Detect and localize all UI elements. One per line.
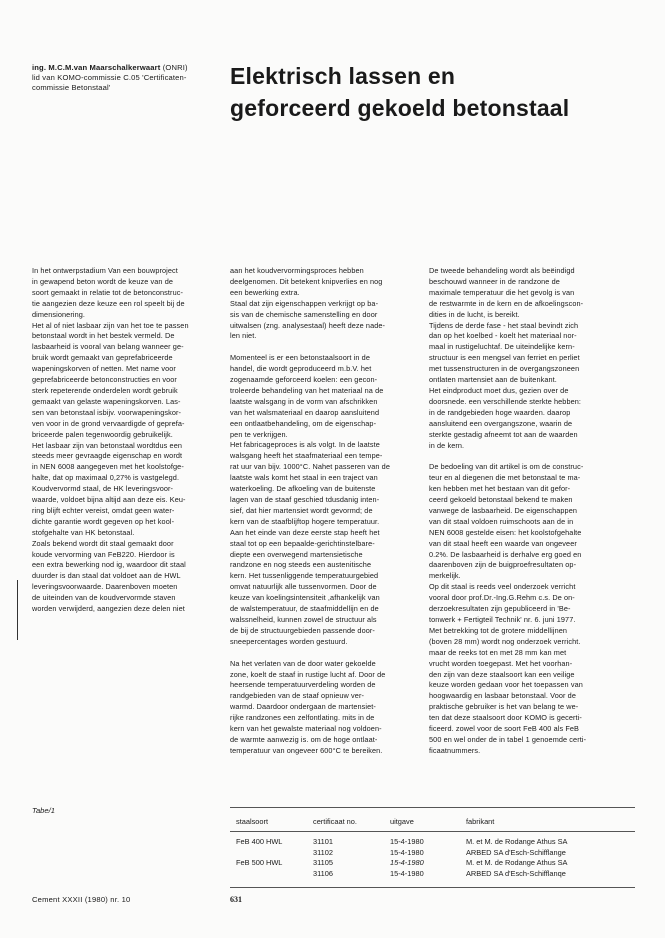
text-line: daarenboven zijn de buigproefresultaten op- [429,560,577,570]
text-line: leveringsvoorwaarde. Daarenboven moeten [32,582,178,592]
text-line: derzoekresultaten zijn gepubliceerd in 'Be- [429,604,571,614]
text-line: hoogwaardig en lasbaar betonstaal. Voor de [429,691,576,701]
author-role-line2: commissie Betonstaal' [32,83,111,92]
text-line: walssnelheid, kunnen zowel de structuur als [230,614,377,624]
text-line: Momenteel is er een betonstaalsoort in de [230,353,370,363]
table-cell: 31102 [313,847,334,857]
text-line: 500 en wel onder de in tabel 1 genoemde certi- [429,734,587,744]
text-line: randgebieden van de staaf opnieuw ver- [230,691,365,701]
text-line: vanwege de lasbaarheid. De eigenschappen [429,505,578,515]
text-line: kern. Het tussenliggende temperatuurgebied [230,571,379,581]
text-line: Koudvervormd staal, de HK leveringsvoor- [32,484,174,494]
text-line: sen van betonstaal isbijv. voorwapeningskor- [32,407,182,417]
text-line: deelgenomen. Dit betekent knipverlies en nog [230,276,383,286]
text-line: een ontlaatbehandeling, om de eigenschap- [230,418,377,428]
text-line: in NEN 6008 aangegeven met het koolstofge- [32,462,184,472]
text-line: bruik wordt gemaakt van geprefabriceerde [32,353,173,363]
text-line: worden verwijderd, aangezien deze delen niet [32,604,185,614]
text-line: aan het koudvervormingsproces hebben [230,266,364,275]
table-cell: 31105 [313,858,334,867]
text-line: den zijn van deze staalsoort kan een veilige [429,669,575,679]
table-cell: ARBED SA d'Esch-Schifflange [466,847,566,857]
text-line: 0.2%. De lasbaarheid is derhalve erg goed en [429,549,582,559]
text-line: Het fabricageproces is als volgt. In de laatste [230,440,380,450]
text-line: Het al of niet lasbaar zijn van het toe te passen [32,320,189,330]
text-line: beschouwd wanneer in de randzone de [429,276,560,286]
title-line2: geforceerd gekoeld betonstaal [230,95,570,121]
text-line: len niet. [230,331,257,341]
text-line: lagen van de staaf geschied tdusdanig inten- [230,495,380,505]
paragraph-gap [230,342,422,353]
text-line: ficeerd. zowel voor de soort FeB 400 als FeB [429,724,580,734]
text-line: ven voor in de grond vervaardigde of geprefa- [32,418,185,428]
text-line: omvat natuurlijk alle tussenvormen. Door de [230,582,377,592]
text-line: koude vervorming van FeB220. Hierdoor is [32,549,175,559]
text-line: laatste walsgang in de vorm van afschrikken [230,396,378,406]
table-cell: 31101 [313,837,334,846]
table-cell: FeB 500 HWL [236,858,283,867]
text-line: halte, dat op maximaal 0,27% is vastgelegd. [32,473,180,483]
table-cell: 31106 [313,868,334,878]
text-column-3 [429,266,625,757]
text-line: handel, die wordt geproduceerd m.b.V. het [230,364,372,374]
text-line: diepte een overwegend martensietische [230,549,363,559]
text-line: geprefabriceerde betonconstructies en voor [32,375,177,385]
page-number: 631 [230,895,242,904]
text-line: dities in de lucht, is bereikt. [429,309,520,319]
text-line: met tussenstructuren in de overgangszoneen [429,364,580,374]
table-cell: M. et M. de Rodange Athus SA [466,858,568,867]
text-line: een extra bewerking nod ig, waardoor dit staal [32,560,186,570]
table-header-certificate-no: certificaat no. [313,817,357,826]
text-line: troleerde behandeling van het materiaal na de [230,385,384,395]
text-line: soort gemaakt in relatie tot de betonconstruc- [32,287,184,297]
text-line: kern van het gewalste materiaal nog voldoen- [230,724,382,734]
text-line: in de randgebieden hoge waarden. daarop [429,407,571,417]
text-line: maximale temperatuur die het gevolg is van [429,287,575,297]
author-block [32,63,217,93]
text-line: keuze van koelingsintensiteit ,afhankelijk van [230,593,380,603]
text-line: in de kern. [429,440,465,450]
text-line: (boven 28 mm) wordt nog onderzoek verricht. [429,636,581,646]
text-line: gemaakt van gelaste wapeningskorven. Las- [32,396,181,406]
text-line: sis van de chemische samenstelling en door [230,309,378,319]
text-line: doorsnede. een verschillende sterkte hebben: [429,396,582,406]
paragraph-gap [429,451,625,462]
table-cell: M. et M. de Rodange Athus SA [466,837,568,846]
text-line: sief, dat hier martensiet wordt gevormd; de [230,505,373,515]
text-line: structuur is een mengsel van ferriet en perliet [429,353,580,363]
text-line: Het lasbaar zijn van betonstaal wordtdus een [32,440,183,450]
text-line: vooral door prof.Dr.-Ing.G.Rehm c.s. De on- [429,593,575,603]
text-line: dan op het koelbed - koelt het materiaal nor- [429,331,577,341]
text-line: zogenaamde geforceerd koelen: een gecon- [230,375,378,385]
text-line: stofgehalte van HK betonstaal. [32,527,135,537]
author-role-line1: lid van KOMO-commissie C.05 'Certificaten- [32,73,187,82]
title-line1: Elektrisch lassen en [230,63,456,89]
text-line: ontlaten martensiet aan de buitenkant. [429,375,557,385]
text-line: sneepercentages worden gestuurd. [230,636,348,646]
text-line: laatste wals komt het staal in een traject van [230,473,378,483]
text-line: de warmte aanwezig is. om de hoge ontlaat- [230,734,378,744]
text-line: betonstaal wordt in het bestek vermeld. De [32,331,175,341]
text-line: sterkte gestadig afneemt tot aan de waarden [429,429,578,439]
table-rule-top [230,807,635,808]
table-cell: ARBED SA d'Esch-Schifflanqe [466,868,566,878]
text-line: dimensionering. [32,309,86,319]
text-line: maar de reeks tot en met 28 mm kan met [429,647,567,657]
text-line: van dit staal heeft een waarde van ongeveer [429,538,577,548]
text-line: Op dit staal is reeds veel onderzoek verricht [429,582,576,592]
text-line: waterkoeling. De afkoeling van de buitenste [230,484,376,494]
paragraph-gap [230,648,422,659]
text-line: Na het verlaten van de door water gekoelde [230,658,376,668]
text-line: De tweede behandeling wordt als beëindigd [429,266,575,275]
text-line: praktische gebruiker is het van belang te we- [429,702,579,712]
article-title [230,60,650,124]
table-rule-header [230,831,635,832]
text-line: briceerde palen tegenwoordig gebruikelijk. [32,429,173,439]
text-line: lasbaarheid is vooral van belang wanneer ge- [32,342,184,352]
text-line: pen te verkrijgen. [230,429,288,439]
table-cell: 15-4-1980 [390,847,424,857]
text-line: de restwarmte in de kern en de afkoelingscon- [429,298,584,308]
text-line: vrucht worden toegepast. Met het voorhan- [429,658,573,668]
text-line: staal tot op een bepaalde-gerichtinstelbare- [230,538,375,548]
text-line: Met betrekking tot de grotere middellijnen [429,625,568,635]
text-line: uitwalsen (zng. analysestaal) heeft deze nade- [230,320,386,330]
text-line: Zoals bekend wordt dit staal gemaakt door [32,538,174,548]
text-line: aansluitend een overgangszone, waarin de [429,418,573,428]
text-line: Aan het einde van deze eerste stap heeft het [230,527,380,537]
text-line: keuze worden gedaan voor het toepassen van [429,680,583,690]
text-line: maal in rustigeluchtaf. De uiteindelijke kern- [429,342,575,352]
text-line: merkelijk. [429,571,461,581]
text-line: kern van de staafblijftop hogere temperatuur. [230,516,380,526]
table-header-issue: uitgave [390,817,414,826]
margin-rule [17,580,18,640]
table-cell: 15-4-1980 [390,858,424,867]
text-line: walsgang heeft het staafmateriaal een tempe- [230,451,383,461]
table-cell: 15-4-1980 [390,868,424,878]
text-line: duurder is dan staal dat voldoet aan de HWL [32,571,181,581]
text-line: tonwerk + Fertigteil Technik' nr. 6. juni 1977. [429,614,576,624]
text-line: Tijdens de derde fase - het staal bevindt zich [429,320,579,330]
text-line: heersende temperatuurverdeling worden de [230,680,376,690]
text-line: ceerd gekoeld betonstaal bekend te maken [429,495,573,505]
text-line: dichte garantie wordt gegeven op het kool- [32,516,175,526]
text-line: Staal dat zijn eigenschappen verkrijgt op ba- [230,298,379,308]
table-header-steel-grade: staalsoort [236,817,269,826]
text-line: een bewerking extra. [230,287,300,297]
table-cell: 15-4-1980 [390,837,424,846]
table-label: Tabe/1 [32,806,55,815]
text-line: steeds meer gevraagde eigenschap en wordt [32,451,183,461]
table-header-manufacturer: fabrikant [466,817,495,826]
text-line: waarde, voldoet bijna altijd aan deze eis. Keu- [32,495,186,505]
text-line: NEN 6008 gestelde eisen: het koolstofgehalte [429,527,582,537]
author-name: ing. M.C.M.van Maarschalkerwaart [32,63,161,72]
text-line: ring blijft echter vereist, omdat geen water- [32,505,175,515]
text-line: temperatuur van ongeveer 600°C te bereiken. [230,745,383,755]
text-line: rat uur van bijv. 1000°C. Nahet passeren van de [230,462,390,472]
text-line: de bij de structuurgebieden passende door- [230,625,375,635]
text-line: De bedoeling van dit artikel is om de construc- [429,462,584,472]
text-column-2 [230,266,422,757]
text-line: Het eindproduct moet dus, gezien over de [429,385,569,395]
text-line: wapeningskorven of netten. Met name voor [32,364,176,374]
text-line: ken hebben met het bestaan van dit gefor- [429,484,571,494]
author-affiliation: (ONRI) [162,63,188,72]
text-column-1 [32,266,222,615]
text-line: de uiteinden van de koudvervormde staven [32,593,176,603]
journal-footer: Cement XXXII (1980) nr. 10 [32,895,131,904]
table-cell: FeB 400 HWL [236,837,283,846]
text-line: warmd. Daardoor ondergaan de martensiet- [230,702,376,712]
text-line: de walstemperatuur, de staafmiddellijn en de [230,604,379,614]
text-line: randzone en nog steeds een austenitische [230,560,372,570]
text-line: in gewapend beton wordt de keuze van de [32,276,174,286]
text-line: teur en al diegenen die met betonstaal te ma- [429,473,581,483]
text-line: sterk repeterende onderdelen wordt gebruik [32,385,178,395]
text-line: van het walsmateriaal en daarop aansluitend [230,407,380,417]
text-line: ten dat deze staalsoort door KOMO is gecerti- [429,713,582,723]
text-line: ficaatnummers. [429,745,481,755]
text-line: rijke randzones een zelfontlating. mits in de [230,713,375,723]
text-line: van dit staal voldoen ruimschoots aan de in [429,516,574,526]
text-line: tie aangezien deze keuze een rol speelt bij de [32,298,185,308]
text-line: In het ontwerpstadium Van een bouwproject [32,266,178,275]
text-line: zone, koelt de staaf in rustige lucht af. Door de [230,669,386,679]
table-rule-bottom [230,887,635,888]
